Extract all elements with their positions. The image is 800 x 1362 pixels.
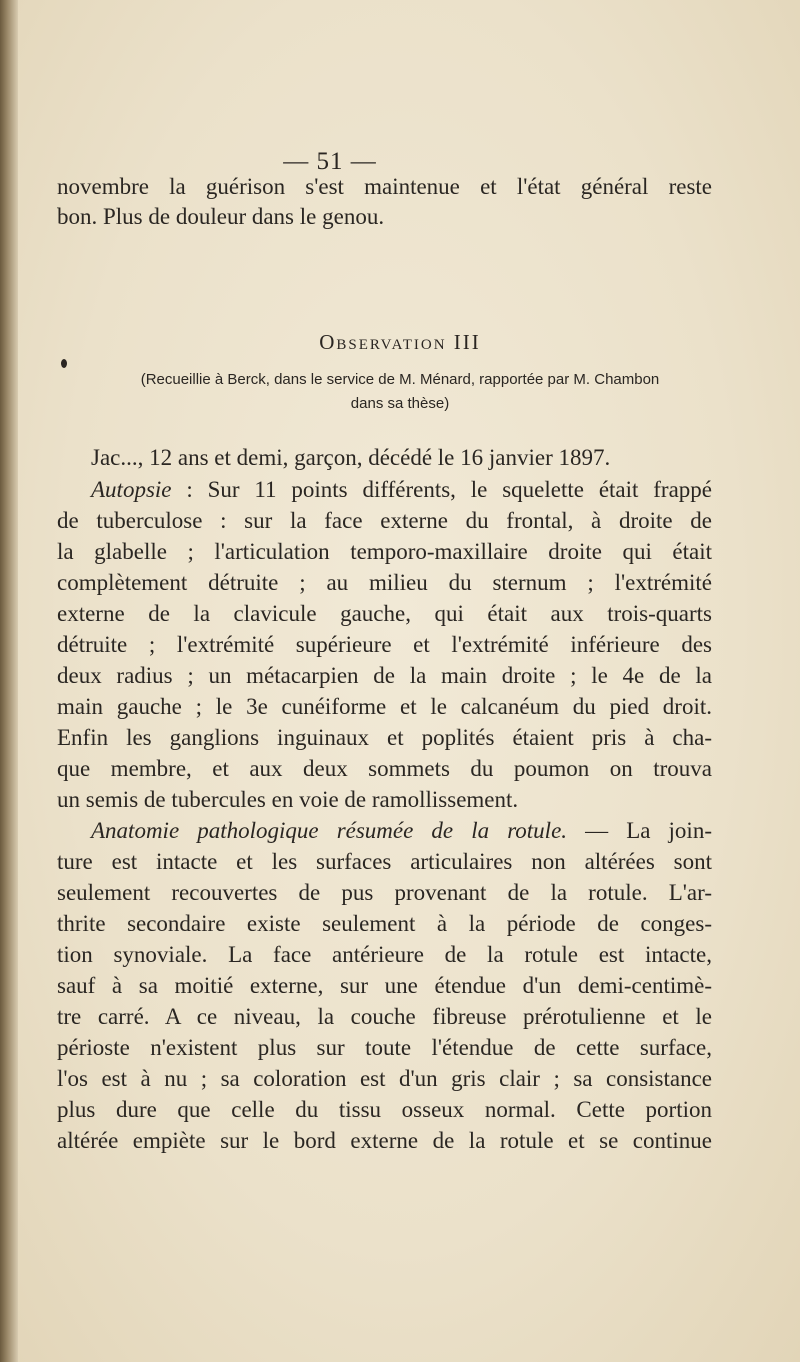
observation-source: (Recueillie à Berck, dans le service de M. Ménard, rapportée par M. Chambon: [140, 371, 660, 388]
autopsie-text: : Sur 11 points différents, le squelette était frappé: [171, 477, 712, 502]
body-line: périoste n'existent plus sur toute l'étendue de cette surface,: [57, 1035, 712, 1060]
body-line: détruite ; l'extrémité supérieure et l'extrémité inférieure des: [57, 632, 712, 657]
page-number: — 51 —: [283, 148, 377, 175]
body-line: la glabelle ; l'articulation temporo-maxillaire droite qui était: [57, 539, 712, 564]
body-line: sauf à sa moitié externe, sur une étendue d'un demi-centimè-: [57, 973, 712, 998]
body-line: main gauche ; le 3e cunéiforme et le calcanéum du pied droit.: [57, 694, 712, 719]
body-line: de tuberculose : sur la face externe du frontal, à droite de: [57, 508, 712, 533]
patient-line: Jac..., 12 ans et demi, garçon, décédé le 16 janvier 1897.: [91, 445, 611, 470]
body-line: deux radius ; un métacarpien de la main droite ; le 4e de la: [57, 663, 712, 688]
autopsie-label: Autopsie: [91, 477, 172, 502]
anatomie-text: — La join-: [567, 818, 712, 843]
body-line: complètement détruite ; au milieu du sternum ; l'extrémité: [57, 570, 712, 595]
body-line: seulement recouvertes de pus provenant de la rotule. L'ar-: [57, 880, 712, 905]
binding-edge: [0, 0, 18, 1362]
body-line: thrite secondaire existe seulement à la période de conges-: [57, 911, 712, 936]
autopsie-line: [91, 475, 712, 505]
body-line: tre carré. A ce niveau, la couche fibreuse prérotulienne et le: [57, 1004, 712, 1029]
body-line: l'os est à nu ; sa coloration est d'un gris clair ; sa consistance: [57, 1066, 712, 1091]
body-line: externe de la clavicule gauche, qui était aux trois-quarts: [57, 601, 712, 626]
body-line: un semis de tubercules en voie de ramollissement.: [57, 787, 519, 812]
body-line: que membre, et aux deux sommets du poumon on trouva: [57, 756, 712, 781]
body-line: ture est intacte et les surfaces articulaires non altérées sont: [57, 849, 712, 874]
ink-dot: [61, 359, 67, 368]
anatomie-line: [91, 816, 712, 846]
anatomie-label: Anatomie pathologique résumée de la rotule.: [91, 818, 568, 843]
intro-line: novembre la guérison s'est maintenue et l'état général reste: [57, 174, 712, 199]
observation-source: dans sa thèse): [350, 395, 450, 412]
intro-line: bon. Plus de douleur dans le genou.: [57, 204, 385, 229]
body-line: altérée empiète sur le bord externe de la rotule et se continue: [57, 1128, 712, 1153]
body-line: Enfin les ganglions inguinaux et poplités étaient pris à cha-: [57, 725, 712, 750]
body-line: plus dure que celle du tissu osseux normal. Cette portion: [57, 1097, 712, 1122]
body-line: tion synoviale. La face antérieure de la rotule est intacte,: [57, 942, 712, 967]
observation-title: Observation III: [319, 330, 481, 354]
